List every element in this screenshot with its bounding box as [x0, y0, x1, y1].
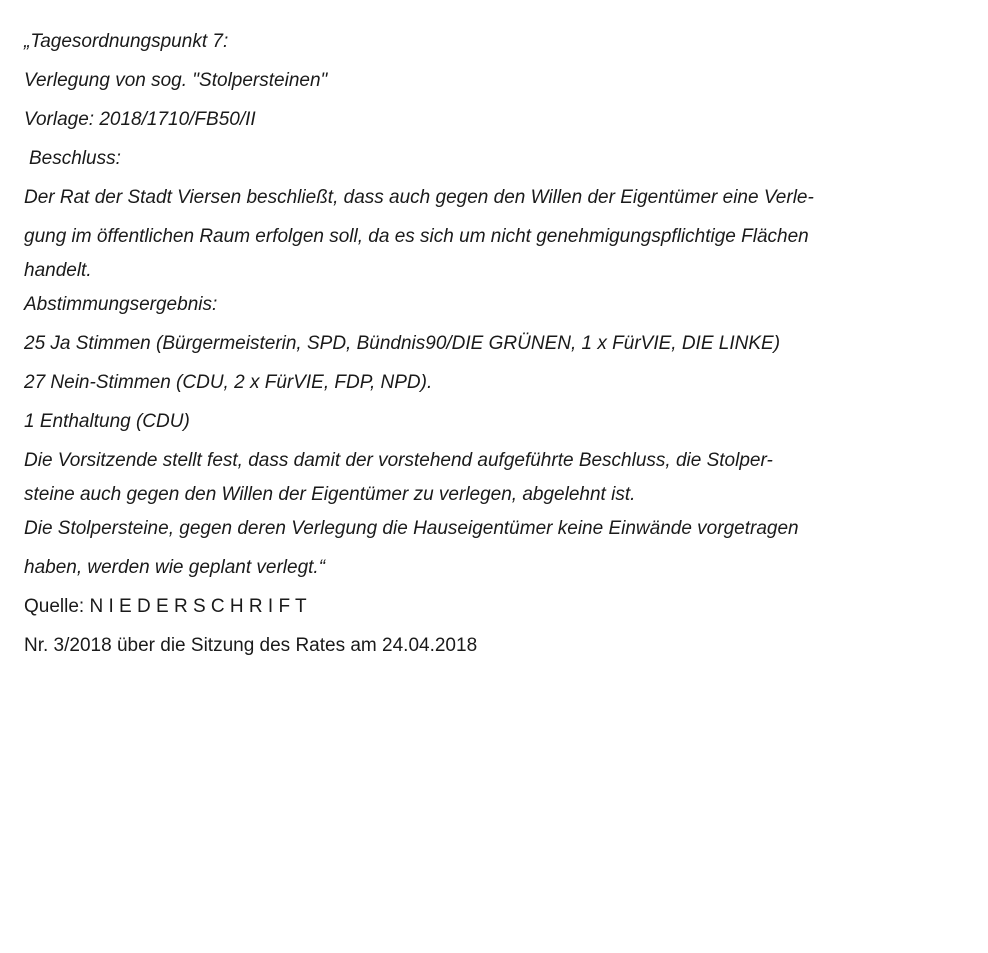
chair-statement-line-1: Die Vorsitzende stellt fest, dass damit der vorstehend aufgeführte Beschluss, die Stolper- — [24, 450, 773, 471]
vote-abstention-line: 1 Enthaltung (CDU) — [24, 411, 190, 432]
resolution-text-line-2: gung im öffentlichen Raum erfolgen soll, da es sich um nicht genehmigungspflichtige Flächen — [24, 226, 809, 247]
source-label: Quelle: N I E D E R S C H R I F T — [24, 596, 307, 617]
resolution-text-line-3: handelt. — [24, 260, 92, 281]
agenda-item-heading: „Tagesordnungspunkt 7: — [24, 31, 229, 52]
document-body — [24, 22, 974, 665]
resolution-text-line-1: Der Rat der Stadt Viersen beschließt, dass auch gegen den Willen der Eigentümer eine Verle- — [24, 187, 814, 208]
agenda-item-title: Verlegung von sog. "Stolpersteinen" — [24, 70, 328, 91]
source-reference: Nr. 3/2018 über die Sitzung des Rates am 24.04.2018 — [24, 635, 478, 656]
template-reference: Vorlage: 2018/1710/FB50/II — [24, 109, 256, 130]
chair-statement-line-2: steine auch gegen den Willen der Eigentümer zu verlegen, abgelehnt ist. — [24, 484, 636, 505]
vote-yes-line: 25 Ja Stimmen (Bürgermeisterin, SPD, Bündnis90/DIE GRÜNEN, 1 x FürVIE, DIE LINKE) — [24, 333, 781, 354]
vote-result-label: Abstimmungsergebnis: — [24, 294, 218, 315]
vote-no-line: 27 Nein-Stimmen (CDU, 2 x FürVIE, FDP, NPD). — [24, 372, 433, 393]
closing-statement-line-2: haben, werden wie geplant verlegt.“ — [24, 557, 326, 578]
resolution-label: Beschluss: — [29, 148, 121, 169]
closing-statement-line-1: Die Stolpersteine, gegen deren Verlegung die Hauseigentümer keine Einwände vorgetragen — [24, 518, 799, 539]
